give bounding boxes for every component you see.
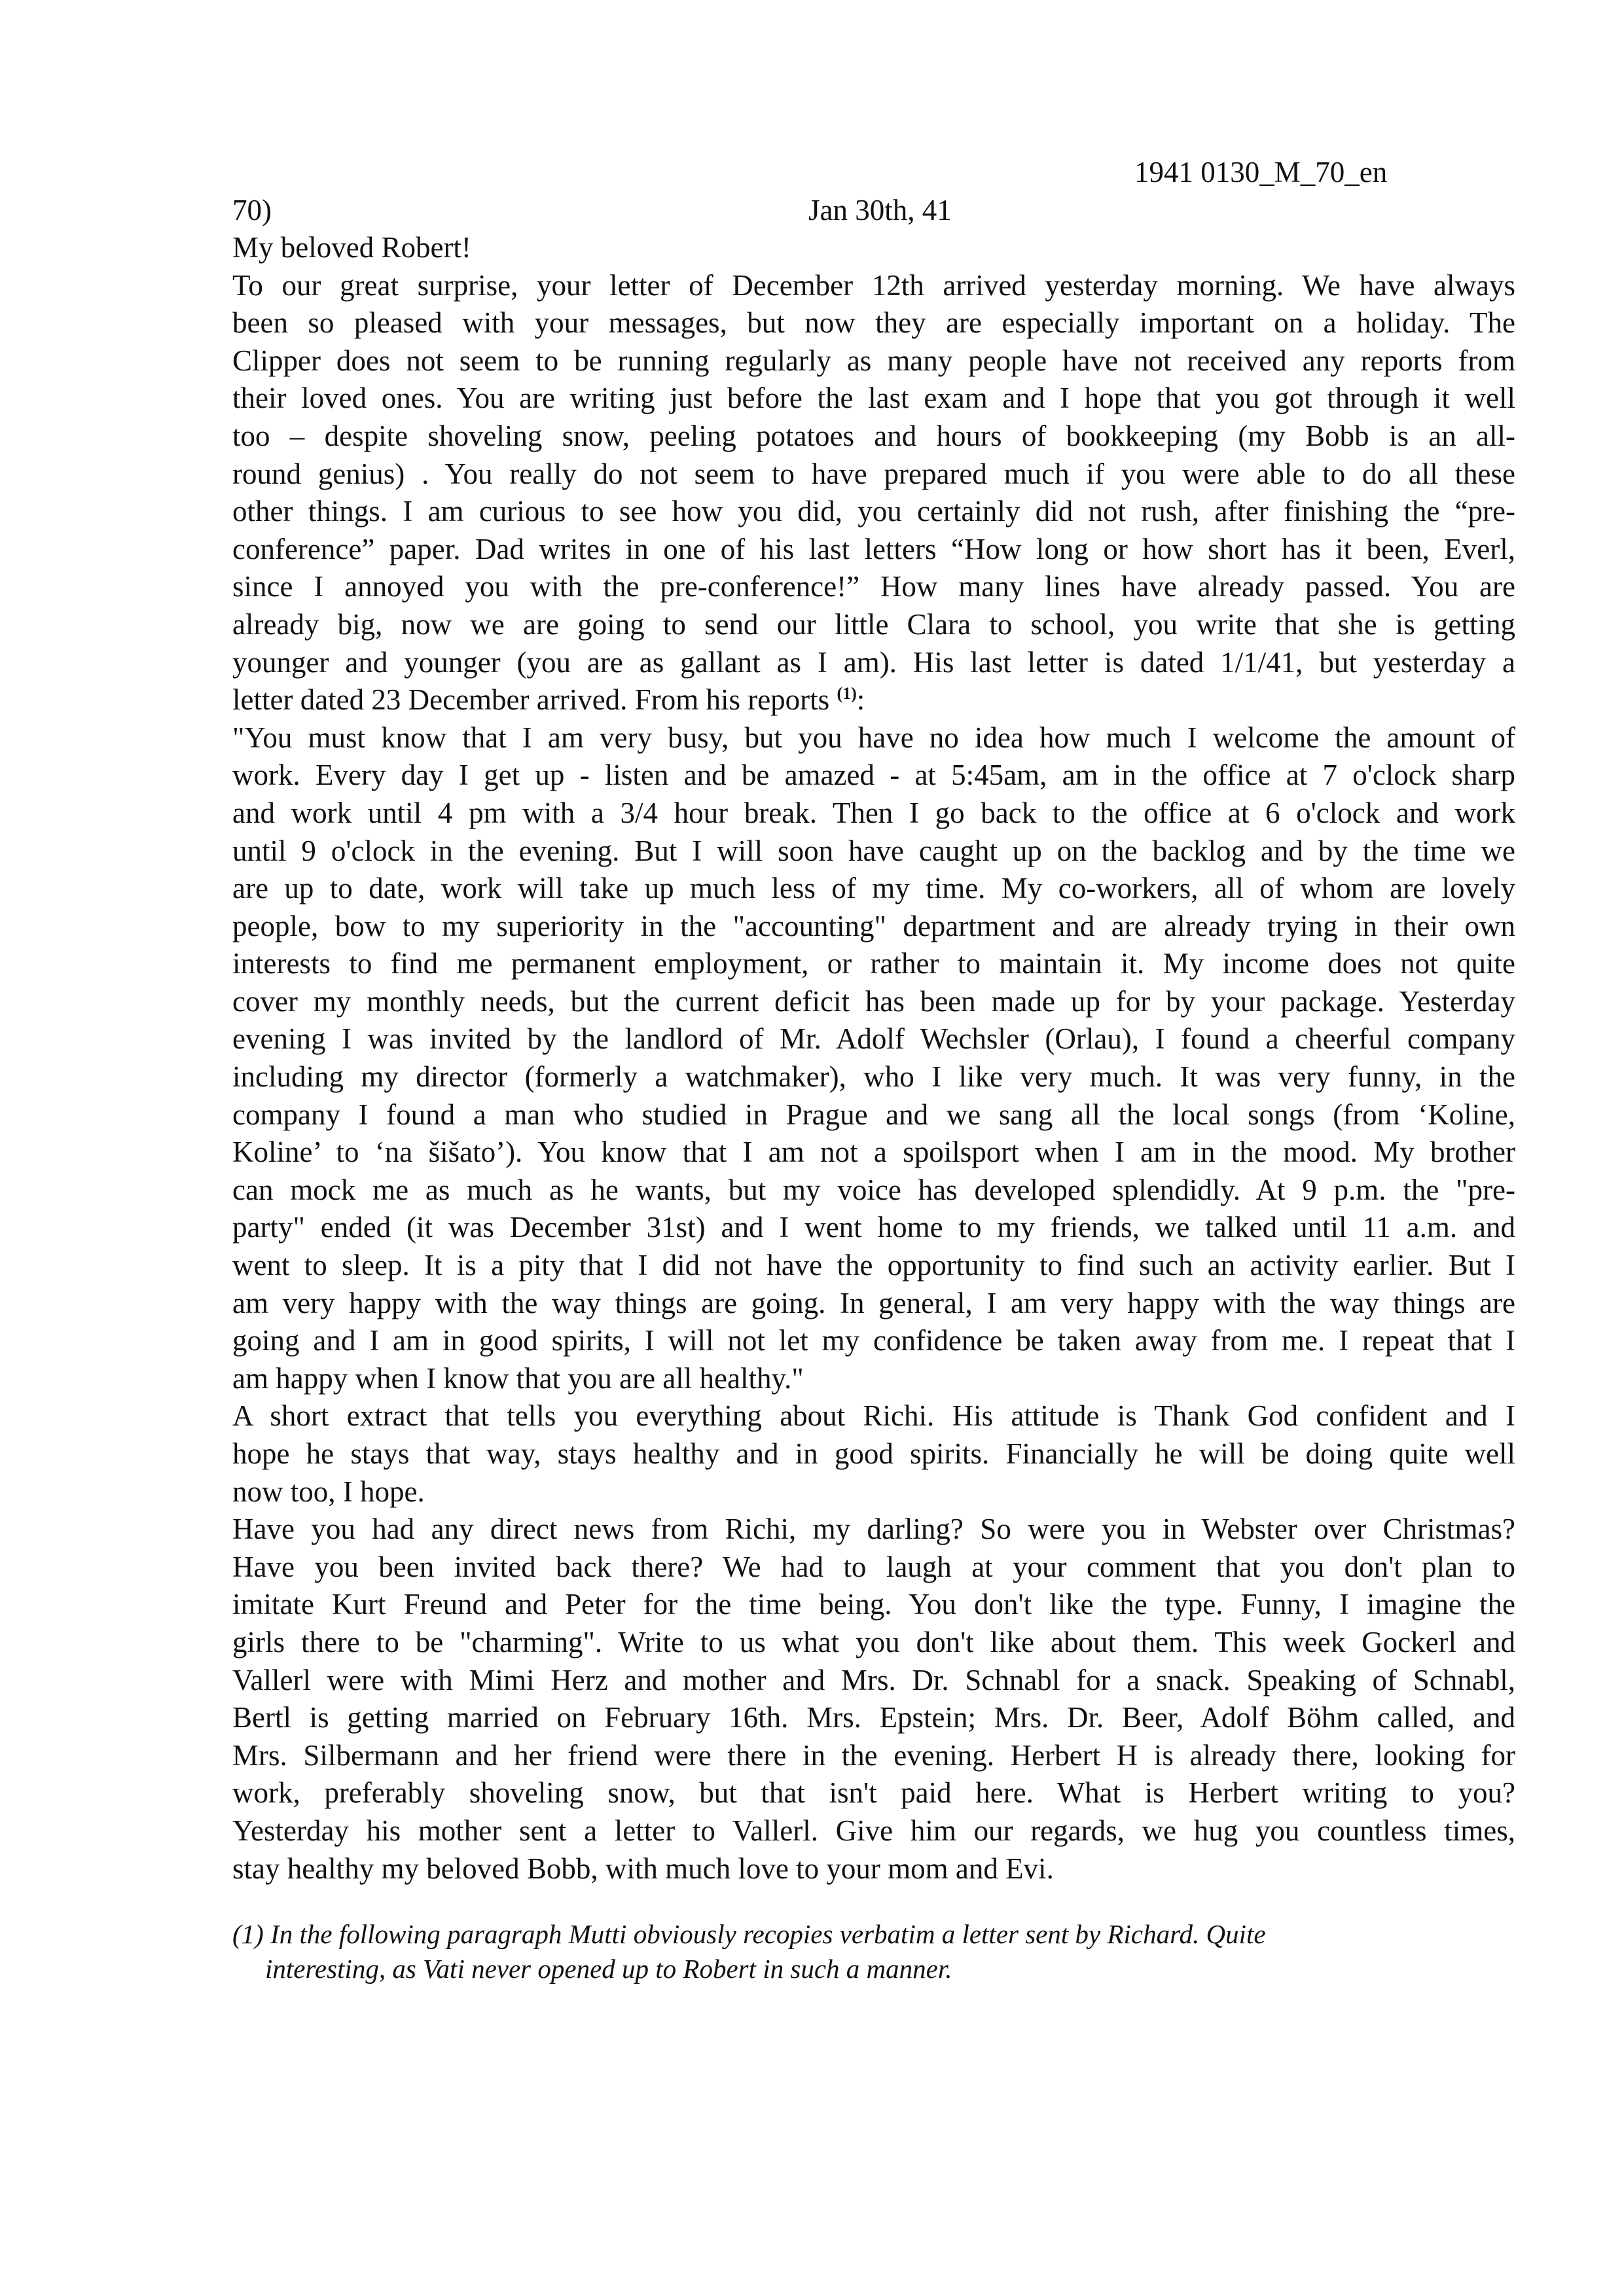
body-line-text: too – despite shoveling snow, peeling potatoes and hours of bookkeeping (my Bobb is an all- xyxy=(232,419,1515,452)
body-line xyxy=(232,983,1515,1021)
body-line xyxy=(232,342,1515,380)
body-line xyxy=(232,418,1515,456)
body-line xyxy=(232,493,1515,531)
body-line xyxy=(232,945,1515,983)
body-line xyxy=(232,1285,1515,1323)
body-line-text: party" ended (it was December 31st) and I went home to my friends, we talked until 11 a.m. and xyxy=(232,1211,1515,1244)
body-line-text: letter dated 23 December arrived. From his reports xyxy=(232,683,837,717)
body-line-text: Bertl is getting married on February 16th. Mrs. Epstein; Mrs. Dr. Beer, Adolf Böhm called, and xyxy=(232,1701,1515,1734)
body-line-text: Have you been invited back there? We had to laugh at your comment that you don't plan to xyxy=(232,1550,1515,1583)
body-line-text: including my director (formerly a watchmaker), who I like very much. It was very funny, in the xyxy=(232,1060,1515,1094)
document-id: 1941 0130_M_70_en xyxy=(1134,156,1388,188)
body-line xyxy=(232,719,1515,757)
body-line-suffix: : xyxy=(856,683,865,717)
body-line xyxy=(232,267,1515,305)
body-line xyxy=(232,1812,1515,1850)
body-line xyxy=(232,1850,1515,1888)
body-line xyxy=(232,568,1515,606)
body-line-text: their loved ones. You are writing just before the last exam and I hope that you got through it well xyxy=(232,382,1515,415)
body-line-text: am happy when I know that you are all healthy." xyxy=(232,1361,804,1395)
body-line xyxy=(232,1774,1515,1812)
body-line-text: until 9 o'clock in the evening. But I will soon have caught up on the backlog and by the time we xyxy=(232,834,1515,867)
body-line xyxy=(232,1549,1515,1587)
letter-number: 70) xyxy=(232,194,272,226)
body-line-text: other things. I am curious to see how you did, you certainly did not rush, after finishing the “pre- xyxy=(232,495,1515,528)
body-line-text: people, bow to my superiority in the "accounting" department and are already trying in their own xyxy=(232,909,1515,942)
body-line-text: My beloved Robert! xyxy=(232,231,471,264)
letter-date: Jan 30th, 41 xyxy=(808,194,952,226)
body-line-text: Yesterday his mother sent a letter to Vallerl. Give him our regards, we hug you countless times, xyxy=(232,1814,1515,1847)
body-line xyxy=(232,1020,1515,1058)
body-line-text: girls there to be "charming". Write to us what you don't like about them. This week Gockerl and xyxy=(232,1625,1515,1659)
body-line xyxy=(232,1247,1515,1285)
body-line-text: Mrs. Silbermann and her friend were there in the evening. Herbert H is already there, looking for xyxy=(232,1738,1515,1772)
body-line xyxy=(232,606,1515,644)
body-line-text: and work until 4 pm with a 3/4 hour break. Then I go back to the office at 6 o'clock and work xyxy=(232,796,1515,829)
body-line xyxy=(232,1586,1515,1624)
body-line-text: round genius) . You really do not seem to have prepared much if you were able to do all these xyxy=(232,457,1515,490)
body-line-text: Have you had any direct news from Richi, my darling? So were you in Webster over Christmas? xyxy=(232,1513,1515,1546)
body-line xyxy=(232,229,1515,267)
body-line-text: Vallerl were with Mimi Herz and mother and Mrs. Dr. Schnabl for a snack. Speaking of Schnabl, xyxy=(232,1663,1515,1696)
body-line-text: cover my monthly needs, but the current deficit has been made up for by your package. Yesterday xyxy=(232,984,1515,1018)
body-line-text: since I annoyed you with the pre-conference!” How many lines have already passed. You are xyxy=(232,570,1515,603)
body-line-text: Koline’ to ‘na šišato’). You know that I am not a spoilsport when I am in the mood. My brother xyxy=(232,1136,1515,1169)
body-line xyxy=(232,1209,1515,1247)
body-line-text: can mock me as much as he wants, but my voice has developed splendidly. At 9 p.m. the "pre- xyxy=(232,1173,1515,1206)
body-line xyxy=(232,1360,1515,1398)
body-line-text: Clipper does not seem to be running regularly as many people have not received any reports from xyxy=(232,344,1515,377)
body-line xyxy=(232,644,1515,682)
footnote-line: interesting, as Vati never opened up to Robert in such a manner. xyxy=(265,1954,952,1984)
body-line-text: already big, now we are going to send our little Clara to school, you write that she is getting xyxy=(232,607,1515,641)
body-line-text: been so pleased with your messages, but now they are especially important on a holiday. The xyxy=(232,306,1515,340)
body-line-text: younger and younger (you are as gallant as I am). His last letter is dated 1/1/41, but yesterday a xyxy=(232,645,1515,679)
body-line xyxy=(232,1096,1515,1134)
body-line xyxy=(232,1662,1515,1700)
body-line-text: "You must know that I am very busy, but you have no idea how much I welcome the amount of xyxy=(232,721,1515,754)
body-line xyxy=(232,908,1515,946)
body-line-text: are up to date, work will take up much less of my time. My co-workers, all of whom are lovely xyxy=(232,872,1515,905)
body-line xyxy=(232,1058,1515,1096)
body-line-text: went to sleep. It is a pity that I did not have the opportunity to find such an activity earlier. But I xyxy=(232,1249,1515,1282)
body-line-text: work, preferably shoveling snow, but that isn't paid here. What is Herbert writing to you? xyxy=(232,1776,1515,1810)
body-line-text: interests to find me permanent employment, or rather to maintain it. My income does not quite xyxy=(232,947,1515,980)
body-line-text: A short extract that tells you everything about Richi. His attitude is Thank God confident and I xyxy=(232,1399,1515,1433)
body-line xyxy=(232,1397,1515,1435)
body-line xyxy=(232,1134,1515,1172)
footnote-marker: (1) xyxy=(837,684,857,704)
body-line-text: hope he stays that way, stays healthy and in good spirits. Financially he will be doing quite well xyxy=(232,1437,1515,1470)
letter-body xyxy=(232,229,1515,1888)
body-line-text: imitate Kurt Freund and Peter for the time being. You don't like the type. Funny, I imagine the xyxy=(232,1588,1515,1621)
body-line xyxy=(232,1473,1515,1511)
footnote xyxy=(232,1917,1443,1986)
body-line-text: work. Every day I get up - listen and be amazed - at 5:45am, am in the office at 7 o'clock sharp xyxy=(232,759,1515,792)
footnote-line: (1) In the following paragraph Mutti obviously recopies verbatim a letter sent by Richard. Quite xyxy=(232,1919,1266,1949)
body-line xyxy=(232,1699,1515,1737)
body-line xyxy=(232,304,1515,342)
body-line xyxy=(232,833,1515,870)
body-line-text: am very happy with the way things are going. In general, I am very happy with the way things are xyxy=(232,1286,1515,1319)
body-line xyxy=(232,757,1515,795)
body-line xyxy=(232,1435,1515,1473)
body-line-text: going and I am in good spirits, I will not let my confidence be taken away from me. I repeat that I xyxy=(232,1324,1515,1357)
body-line xyxy=(232,1172,1515,1210)
body-line xyxy=(232,1737,1515,1775)
body-line-text: evening I was invited by the landlord of Mr. Adolf Wechsler (Orlau), I found a cheerful company xyxy=(232,1022,1515,1056)
body-line-text: To our great surprise, your letter of December 12th arrived yesterday morning. We have always xyxy=(232,268,1515,302)
body-line xyxy=(232,795,1515,833)
body-line xyxy=(232,380,1515,418)
body-line-text: stay healthy my beloved Bobb, with much love to your mom and Evi. xyxy=(232,1852,1054,1885)
body-line xyxy=(232,681,1515,719)
body-line xyxy=(232,531,1515,569)
body-line xyxy=(232,1322,1515,1360)
body-line xyxy=(232,1511,1515,1549)
body-line xyxy=(232,870,1515,908)
body-line xyxy=(232,456,1515,493)
body-line-text: conference” paper. Dad writes in one of his last letters “How long or how short has it been, Everl, xyxy=(232,532,1515,565)
body-line-text: now too, I hope. xyxy=(232,1475,425,1508)
body-line-text: company I found a man who studied in Prague and we sang all the local songs (from ‘Koline, xyxy=(232,1098,1515,1131)
body-line xyxy=(232,1624,1515,1662)
